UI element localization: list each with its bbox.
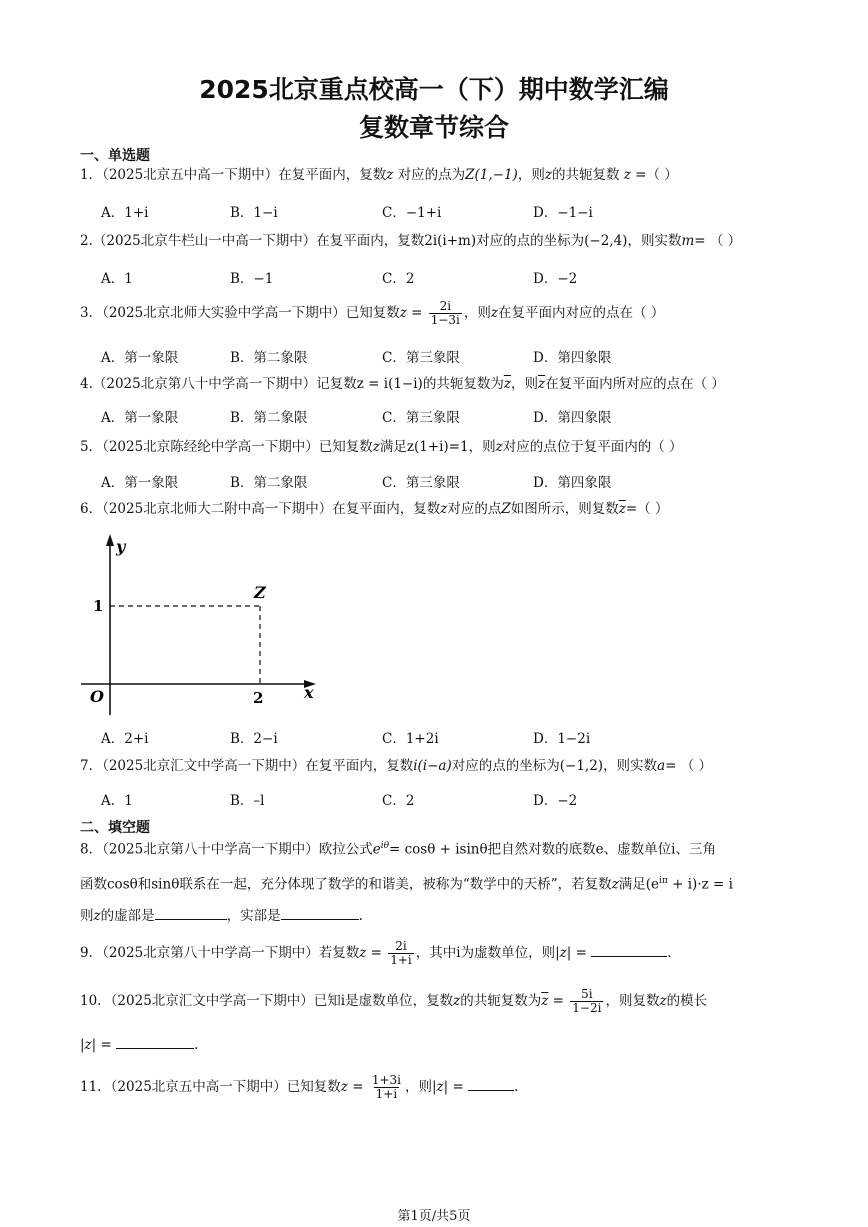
q6-complex-plane-figure	[76, 530, 326, 720]
question-4: 4.（2025北京第八十中学高一下期中）记复数z = i(1−i)的共轭复数为$\overline{z}$，则$\overline{z}$在复平面内所对应的点在（ ）	[80, 376, 725, 392]
q3-option-b[interactable]: B．第二象限	[230, 350, 308, 366]
q2-option-a[interactable]: A．1	[101, 271, 133, 287]
question-7: 7．（2025北京汇文中学高一下期中）在复平面内，复数i(i−a)对应的点的坐标为(−1,2)，则实数a= （ ）	[80, 758, 713, 774]
document-subtitle: 复数章节综合	[358, 113, 509, 142]
q3-option-a[interactable]: A．第一象限	[101, 350, 179, 366]
q5-option-a[interactable]: A．第一象限	[101, 475, 179, 491]
x-axis-label: x	[304, 683, 314, 702]
question-3: 3．（2025北京北师大实验中学高一下期中）已知复数z = $\frac{2i}{1-3i}$ ，则z在复平面内对应的点在（ ）	[80, 299, 665, 327]
q8-blank-real[interactable]	[281, 905, 359, 920]
origin-label: O	[90, 687, 104, 706]
q4-option-b[interactable]: B．第二象限	[230, 410, 308, 426]
q7-option-a[interactable]: A．1	[101, 793, 133, 809]
y-axis-arrow-icon	[106, 534, 114, 546]
question-8-line-1: 8．（2025北京第八十中学高一下期中）欧拉公式$e^{i\theta}= \cos\theta + isin\theta$把自然对数的底数e、虚数单位i、三角	[80, 841, 716, 858]
q4-option-a[interactable]: A．第一象限	[101, 410, 179, 426]
q5-option-b[interactable]: B．第二象限	[230, 475, 308, 491]
q5-option-c[interactable]: C．第三象限	[382, 475, 460, 491]
page-number-footer: 第1页/共5页	[397, 1209, 471, 1224]
q11-fraction: $\frac{1+3i}{1+i}$	[371, 1073, 401, 1101]
q1-option-a[interactable]: A．1+i	[101, 205, 149, 221]
x-tick-label: 2	[253, 689, 264, 707]
q6-option-b[interactable]: B．2−i	[230, 731, 278, 747]
y-tick-label: 1	[93, 597, 104, 615]
q11-answer-blank[interactable]	[468, 1076, 514, 1091]
q10-answer-blank[interactable]	[116, 1034, 194, 1049]
question-9: 9．（2025北京第八十中学高一下期中）若复数z = $\frac{2i}{1+i}$ ，其中i为虚数单位，则|z| = .	[80, 939, 672, 967]
section-heading-fill-blank: 二、填空题	[80, 820, 150, 836]
question-10: 10．（2025北京汇文中学高一下期中）已知i是虚数单位，复数z的共轭复数为$\overline{z}$ = $\frac{5i}{1-2i}$ ，则复数z的模长	[80, 987, 708, 1015]
question-10-line-2: |z| = .	[80, 1034, 198, 1055]
question-8-line-3: 则z的虚部是 ，实部是 .	[80, 905, 363, 926]
q2-option-c[interactable]: C．2	[382, 271, 415, 287]
question-1: 1．（2025北京五中高一下期中）在复平面内，复数z 对应的点为Z(1,−1)，则z的共轭复数 z =（ ）	[80, 167, 678, 183]
q6-option-d[interactable]: D．1−2i	[533, 731, 591, 747]
q1-option-b[interactable]: B．1−i	[230, 205, 278, 221]
q10-fraction: $\frac{5i}{1-2i}$	[572, 987, 602, 1015]
question-5: 5．（2025北京陈经纶中学高一下期中）已知复数z满足z(1+i)=1，则z对应的点位于复平面内的（ ）	[80, 439, 683, 455]
q3-fraction: $\frac{2i}{1-3i}$	[430, 299, 460, 327]
q6-option-c[interactable]: C．1+2i	[382, 731, 439, 747]
q4-option-d[interactable]: D．第四象限	[533, 410, 612, 426]
q9-answer-blank[interactable]	[591, 942, 667, 957]
question-8-line-2: 函数cosθ和sinθ联系在一起，充分体现了数学的和谐美，被称为“数学中的天桥”，若复数z满足$(e^{i\pi} + i)\cdot z = i$	[80, 876, 733, 893]
q5-option-d[interactable]: D．第四象限	[533, 475, 612, 491]
q3-option-d[interactable]: D．第四象限	[533, 350, 612, 366]
question-2: 2.（2025北京牛栏山一中高一下期中）在复平面内，复数2i(i+m)对应的点的坐标为(−2,4)，则实数m= （ ）	[80, 233, 742, 249]
q7-option-b[interactable]: B．–l	[230, 793, 265, 809]
section-heading-single-choice: 一、单选题	[80, 148, 150, 164]
document-title: 2025北京重点校高一（下）期中数学汇编	[199, 75, 669, 104]
q3-option-c[interactable]: C．第三象限	[382, 350, 460, 366]
q9-fraction: $\frac{2i}{1+i}$	[390, 939, 412, 967]
q4-option-c[interactable]: C．第三象限	[382, 410, 460, 426]
q7-option-c[interactable]: C．2	[382, 793, 415, 809]
q1-option-c[interactable]: C．−1+i	[382, 205, 442, 221]
question-6: 6．（2025北京北师大二附中高一下期中）在复平面内，复数z对应的点Z如图所示，则复数$\overline{z}=$（ ）	[80, 501, 669, 517]
q8-blank-imaginary[interactable]	[155, 905, 227, 920]
y-axis-label: y	[116, 537, 126, 556]
question-11: 11．（2025北京五中高一下期中）已知复数z = $\frac{1+3i}{1+i}$ ，则|z| = .	[80, 1073, 519, 1101]
q2-option-d[interactable]: D．−2	[533, 271, 578, 287]
q2-option-b[interactable]: B．−1	[230, 271, 274, 287]
q1-option-d[interactable]: D．−1−i	[533, 205, 593, 221]
q6-option-a[interactable]: A．2+i	[101, 731, 149, 747]
q7-option-d[interactable]: D．−2	[533, 793, 578, 809]
point-z-label: Z	[254, 583, 266, 602]
